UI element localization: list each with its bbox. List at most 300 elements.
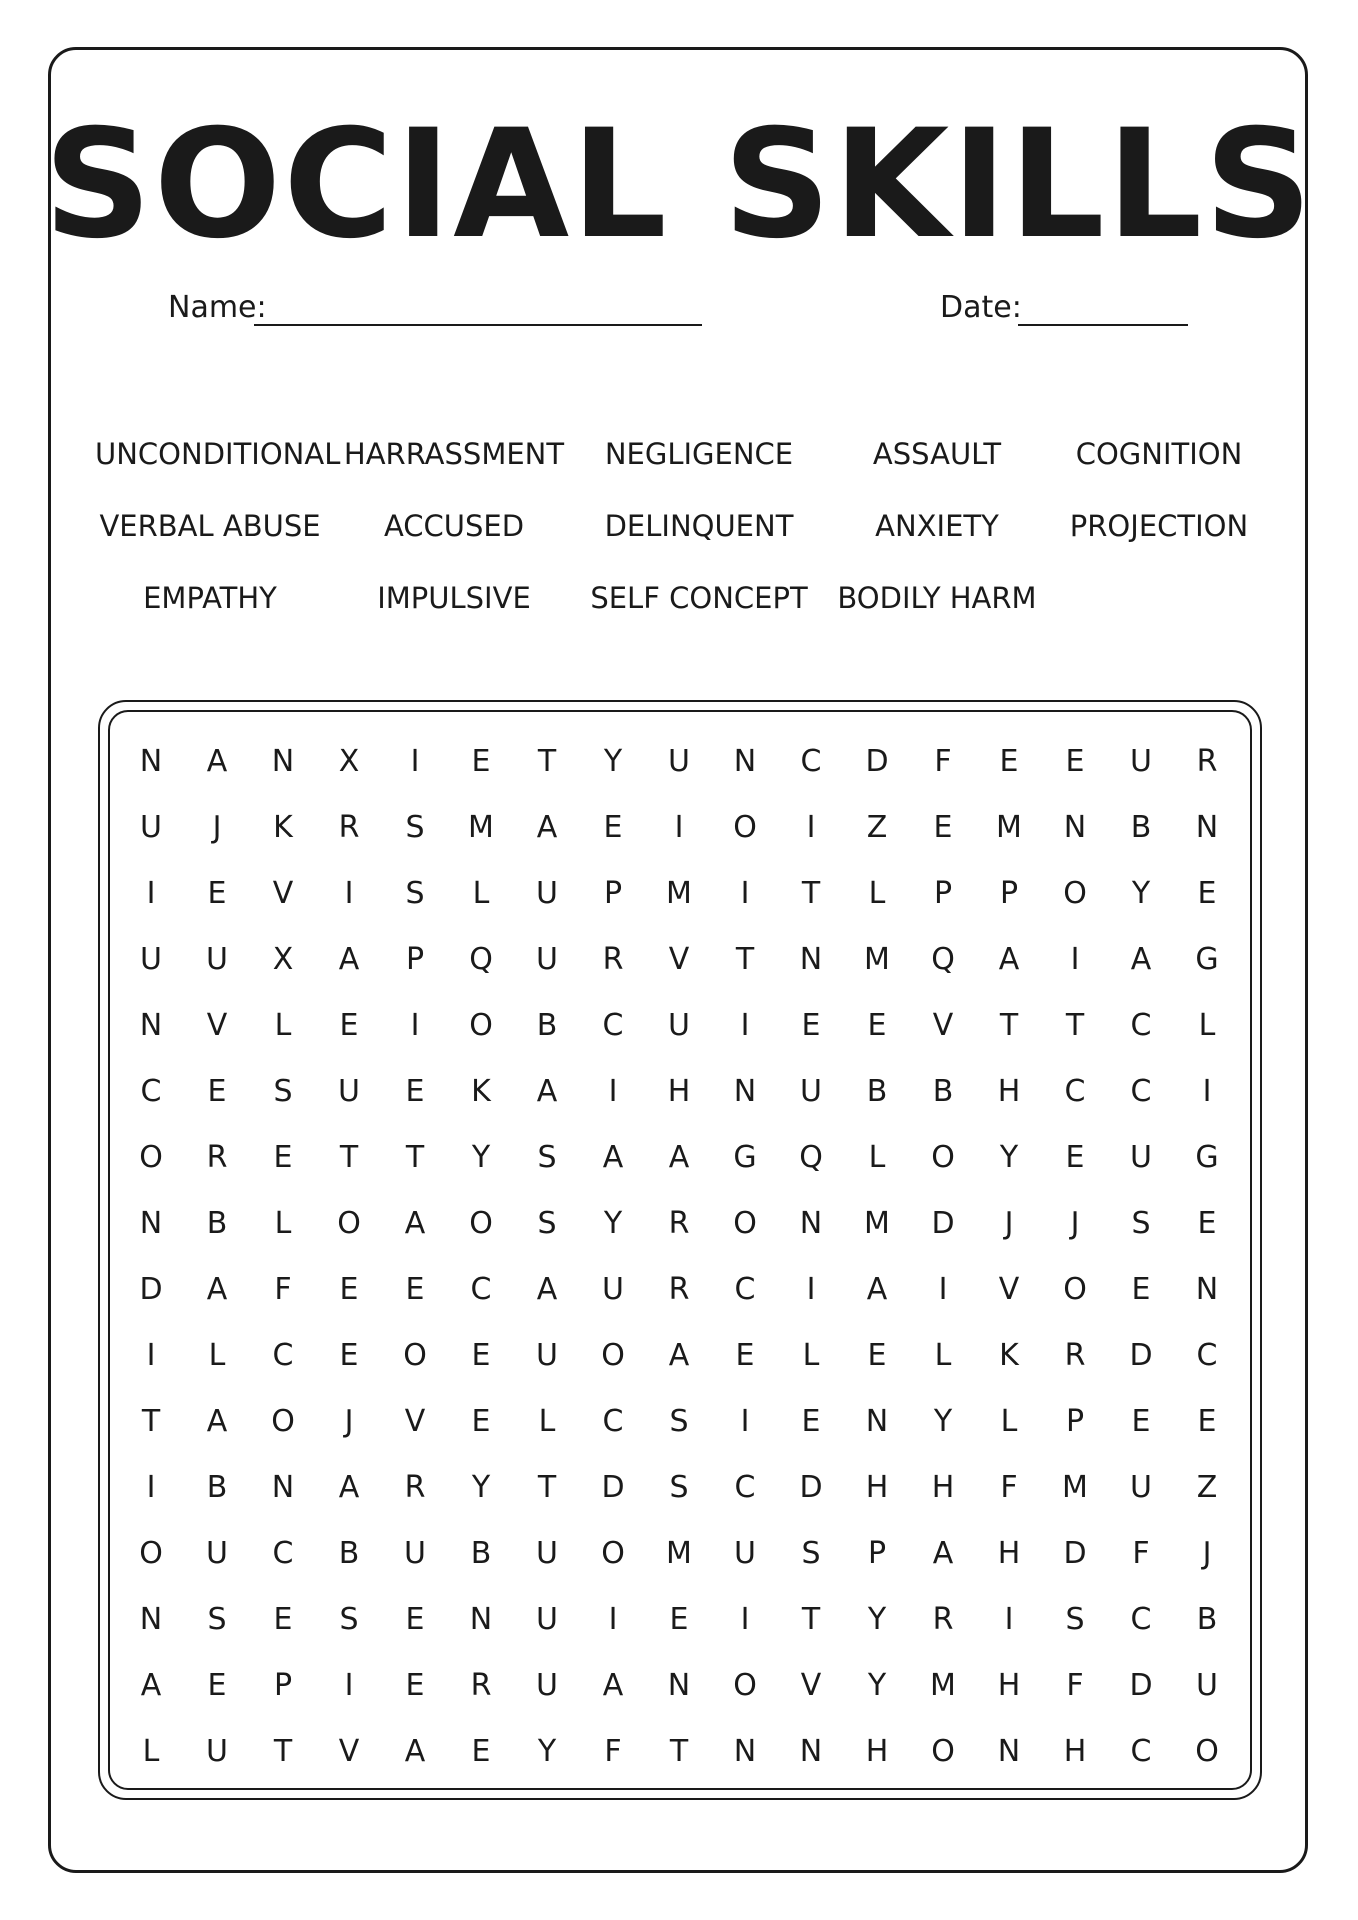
grid-letter[interactable]: N <box>799 941 823 977</box>
grid-letter[interactable]: E <box>405 1073 425 1109</box>
grid-letter[interactable]: C <box>470 1271 492 1307</box>
grid-letter[interactable]: C <box>1064 1073 1086 1109</box>
grid-letter[interactable]: E <box>1131 1271 1151 1307</box>
grid-letter[interactable]: N <box>139 743 163 779</box>
word-item: PROJECTION <box>1069 509 1249 543</box>
grid-letter[interactable]: O <box>271 1403 295 1439</box>
grid-letter[interactable]: C <box>272 1535 294 1571</box>
grid-letter[interactable]: L <box>274 1007 292 1043</box>
grid-letter[interactable]: S <box>1065 1601 1085 1637</box>
grid-letter[interactable]: Y <box>537 1733 557 1769</box>
word-bank-row <box>95 562 1265 634</box>
grid-letter[interactable]: P <box>603 875 623 911</box>
grid-letter[interactable]: C <box>1130 1733 1152 1769</box>
grid-letter[interactable]: T <box>735 941 755 977</box>
grid-letter[interactable]: I <box>740 875 750 911</box>
grid-letter[interactable]: U <box>536 1337 558 1373</box>
grid-letter[interactable]: A <box>668 1139 690 1175</box>
word-item: EMPATHY <box>143 581 277 615</box>
grid-letter[interactable]: I <box>1004 1601 1014 1637</box>
grid-letter[interactable]: D <box>601 1469 625 1505</box>
grid-letter[interactable]: V <box>932 1007 954 1043</box>
grid-letter[interactable]: I <box>674 809 684 845</box>
grid-letter[interactable]: U <box>206 1733 228 1769</box>
grid-letter[interactable]: P <box>867 1535 887 1571</box>
grid-letter[interactable]: J <box>212 809 222 845</box>
grid-letter[interactable]: S <box>537 1139 557 1175</box>
grid-letter[interactable]: L <box>868 875 886 911</box>
grid-letter[interactable]: Z <box>1196 1469 1218 1505</box>
grid-letter[interactable]: I <box>806 1271 816 1307</box>
grid-letter[interactable]: M <box>666 875 692 911</box>
grid-letter[interactable]: S <box>669 1403 689 1439</box>
grid-letter[interactable]: M <box>666 1535 692 1571</box>
grid-letter[interactable]: A <box>932 1535 954 1571</box>
grid-letter[interactable]: R <box>206 1139 228 1175</box>
grid-letter[interactable]: N <box>799 1733 823 1769</box>
grid-letter[interactable]: I <box>146 875 156 911</box>
grid-letter[interactable]: D <box>1129 1337 1153 1373</box>
grid-letter[interactable]: A <box>1130 941 1152 977</box>
grid-letter[interactable]: S <box>537 1205 557 1241</box>
word-item: DELINQUENT <box>604 509 794 543</box>
grid-letter[interactable]: I <box>146 1337 156 1373</box>
grid-letter[interactable]: E <box>405 1601 425 1637</box>
grid-letter[interactable]: S <box>669 1469 689 1505</box>
grid-letter[interactable]: L <box>1198 1007 1216 1043</box>
grid-letter[interactable]: O <box>733 1667 757 1703</box>
grid-letter[interactable]: E <box>339 1007 359 1043</box>
grid-letter[interactable]: P <box>405 941 425 977</box>
grid-letter[interactable]: L <box>868 1139 886 1175</box>
word-item: IMPULSIVE <box>377 581 531 615</box>
grid-letter[interactable]: E <box>339 1271 359 1307</box>
grid-letter[interactable]: B <box>470 1535 492 1571</box>
grid-letter[interactable]: A <box>338 1469 360 1505</box>
grid-letter[interactable]: P <box>933 875 953 911</box>
grid-letter[interactable]: M <box>468 809 494 845</box>
grid-letter[interactable]: V <box>272 875 294 911</box>
grid-letter[interactable]: V <box>668 941 690 977</box>
word-item: UNCONDITIONAL <box>95 437 341 471</box>
grid-letter[interactable]: E <box>273 1601 293 1637</box>
grid-letter[interactable]: I <box>146 1469 156 1505</box>
grid-letter[interactable]: S <box>405 875 425 911</box>
grid-letter[interactable]: T <box>141 1403 161 1439</box>
grid-letter[interactable]: U <box>1196 1667 1218 1703</box>
grid-letter[interactable]: E <box>471 1337 491 1373</box>
grid-letter[interactable]: D <box>865 743 889 779</box>
grid-letter[interactable]: C <box>734 1469 756 1505</box>
grid-letter[interactable]: U <box>668 743 690 779</box>
grid-letter[interactable]: S <box>273 1073 293 1109</box>
grid-letter[interactable]: E <box>471 1403 491 1439</box>
grid-letter[interactable]: E <box>405 1667 425 1703</box>
grid-letter[interactable]: Y <box>1131 875 1151 911</box>
grid-letter[interactable]: N <box>1063 809 1087 845</box>
grid-letter[interactable]: N <box>733 743 757 779</box>
grid-letter[interactable]: X <box>338 743 360 779</box>
grid-letter[interactable]: A <box>998 941 1020 977</box>
grid-letter[interactable]: U <box>602 1271 624 1307</box>
grid-letter[interactable]: C <box>734 1271 756 1307</box>
grid-letter[interactable]: F <box>604 1733 622 1769</box>
grid-letter[interactable]: U <box>338 1073 360 1109</box>
grid-letter[interactable]: I <box>740 1403 750 1439</box>
grid-letter[interactable]: S <box>405 809 425 845</box>
grid-letter[interactable]: B <box>1196 1601 1218 1637</box>
grid-letter[interactable]: A <box>602 1139 624 1175</box>
grid-row <box>118 1190 1240 1256</box>
grid-letter[interactable]: M <box>996 809 1022 845</box>
grid-letter[interactable]: E <box>273 1139 293 1175</box>
grid-letter[interactable]: A <box>536 1271 558 1307</box>
word-item: ASSAULT <box>872 437 1002 471</box>
grid-letter[interactable]: C <box>1130 1601 1152 1637</box>
grid-letter[interactable]: J <box>1202 1535 1212 1571</box>
grid-letter[interactable]: N <box>667 1667 691 1703</box>
grid-letter[interactable]: F <box>1132 1535 1150 1571</box>
grid-letter[interactable]: O <box>1195 1733 1219 1769</box>
grid-letter[interactable]: C <box>140 1073 162 1109</box>
grid-row <box>118 1058 1240 1124</box>
grid-letter[interactable]: X <box>272 941 294 977</box>
grid-letter[interactable]: Y <box>603 743 623 779</box>
grid-letter[interactable]: S <box>207 1601 227 1637</box>
grid-letter[interactable]: B <box>338 1535 360 1571</box>
grid-letter[interactable]: J <box>1004 1205 1014 1241</box>
grid-letter[interactable]: U <box>800 1073 822 1109</box>
grid-letter[interactable]: T <box>999 1007 1019 1043</box>
grid-letter[interactable]: G <box>1195 941 1219 977</box>
word-item: BODILY HARM <box>837 581 1037 615</box>
grid-letter[interactable]: O <box>469 1007 493 1043</box>
grid-letter[interactable]: B <box>1130 809 1152 845</box>
grid-letter[interactable]: K <box>471 1073 491 1109</box>
grid-letter[interactable]: Y <box>603 1205 623 1241</box>
grid-letter[interactable]: E <box>1131 1403 1151 1439</box>
grid-letter[interactable]: I <box>740 1601 750 1637</box>
grid-letter[interactable]: E <box>867 1337 887 1373</box>
grid-letter[interactable]: O <box>139 1535 163 1571</box>
grid-letter[interactable]: L <box>208 1337 226 1373</box>
grid-letter[interactable]: O <box>403 1337 427 1373</box>
grid-letter[interactable]: T <box>273 1733 293 1769</box>
grid-letter[interactable]: U <box>668 1007 690 1043</box>
grid-letter[interactable]: U <box>536 1601 558 1637</box>
grid-letter[interactable]: Z <box>866 809 888 845</box>
grid-letter[interactable]: U <box>734 1535 756 1571</box>
grid-letter[interactable]: I <box>608 1073 618 1109</box>
grid-letter[interactable]: C <box>602 1403 624 1439</box>
grid-letter[interactable]: S <box>801 1535 821 1571</box>
grid-letter[interactable]: E <box>801 1007 821 1043</box>
grid-letter[interactable]: E <box>669 1601 689 1637</box>
grid-letter[interactable]: U <box>140 809 162 845</box>
grid-letter[interactable]: I <box>740 1007 750 1043</box>
grid-letter[interactable]: E <box>999 743 1019 779</box>
grid-letter[interactable]: N <box>139 1205 163 1241</box>
grid-letter[interactable]: E <box>1197 1205 1217 1241</box>
grid-letter[interactable]: M <box>930 1667 956 1703</box>
grid-letter[interactable]: T <box>801 1601 821 1637</box>
grid-letter[interactable]: R <box>1064 1337 1086 1373</box>
grid-letter[interactable]: H <box>997 1667 1021 1703</box>
grid-letter[interactable]: A <box>668 1337 690 1373</box>
grid-letter[interactable]: L <box>274 1205 292 1241</box>
grid-letter[interactable]: S <box>1131 1205 1151 1241</box>
grid-letter[interactable]: A <box>338 941 360 977</box>
grid-letter[interactable]: D <box>931 1205 955 1241</box>
grid-letter[interactable]: E <box>471 1733 491 1769</box>
grid-letter[interactable]: P <box>999 875 1019 911</box>
grid-letter[interactable]: O <box>139 1139 163 1175</box>
grid-letter[interactable]: N <box>139 1601 163 1637</box>
grid-letter[interactable]: A <box>206 1271 228 1307</box>
grid-letter[interactable]: I <box>1202 1073 1212 1109</box>
grid-letter[interactable]: O <box>1063 875 1087 911</box>
grid-letter[interactable]: A <box>140 1667 162 1703</box>
grid-letter[interactable]: I <box>344 1667 354 1703</box>
grid-letter[interactable]: O <box>733 1205 757 1241</box>
grid-letter[interactable]: T <box>1065 1007 1085 1043</box>
grid-letter[interactable]: Q <box>799 1139 823 1175</box>
grid-letter[interactable]: F <box>274 1271 292 1307</box>
grid-letter[interactable]: D <box>1129 1667 1153 1703</box>
grid-letter[interactable]: O <box>733 809 757 845</box>
grid-letter[interactable]: D <box>139 1271 163 1307</box>
grid-letter[interactable]: V <box>206 1007 228 1043</box>
grid-letter[interactable]: A <box>404 1733 426 1769</box>
word-item: VERBAL ABUSE <box>99 509 321 543</box>
word-search-grid <box>118 728 1240 1784</box>
grid-letter[interactable]: T <box>669 1733 689 1769</box>
grid-letter[interactable]: L <box>538 1403 556 1439</box>
grid-letter[interactable]: N <box>1195 809 1219 845</box>
grid-letter[interactable]: C <box>1130 1007 1152 1043</box>
grid-letter[interactable]: L <box>142 1733 160 1769</box>
grid-letter[interactable]: R <box>932 1601 954 1637</box>
grid-letter[interactable]: Y <box>999 1139 1019 1175</box>
word-bank-row <box>95 418 1265 490</box>
name-field[interactable] <box>254 324 702 326</box>
grid-letter[interactable]: M <box>1062 1469 1088 1505</box>
grid-letter[interactable]: B <box>932 1073 954 1109</box>
grid-letter[interactable]: Y <box>471 1469 491 1505</box>
grid-letter[interactable]: E <box>207 1667 227 1703</box>
grid-letter[interactable]: F <box>1000 1469 1018 1505</box>
grid-letter[interactable]: M <box>864 941 890 977</box>
grid-letter[interactable]: E <box>339 1337 359 1373</box>
grid-letter[interactable]: I <box>410 1007 420 1043</box>
grid-letter[interactable]: A <box>866 1271 888 1307</box>
grid-letter[interactable]: G <box>733 1139 757 1175</box>
page-title: SOCIAL SKILLS <box>43 98 1315 272</box>
grid-letter[interactable]: N <box>469 1601 493 1637</box>
date-field[interactable] <box>1018 324 1188 326</box>
grid-letter[interactable]: N <box>139 1007 163 1043</box>
grid-letter[interactable]: E <box>603 809 623 845</box>
grid-letter[interactable]: K <box>273 809 293 845</box>
grid-letter[interactable]: B <box>206 1205 228 1241</box>
word-bank <box>95 418 1265 634</box>
grid-letter[interactable]: E <box>933 809 953 845</box>
grid-letter[interactable]: H <box>865 1469 889 1505</box>
grid-letter[interactable]: E <box>1197 875 1217 911</box>
grid-letter[interactable]: C <box>1196 1337 1218 1373</box>
grid-letter[interactable]: R <box>1196 743 1218 779</box>
grid-letter[interactable]: G <box>1195 1139 1219 1175</box>
grid-letter[interactable]: U <box>1130 1139 1152 1175</box>
grid-letter[interactable]: O <box>337 1205 361 1241</box>
grid-letter[interactable]: N <box>1195 1271 1219 1307</box>
grid-letter[interactable]: F <box>1066 1667 1084 1703</box>
grid-row <box>118 1388 1240 1454</box>
grid-letter[interactable]: U <box>206 1535 228 1571</box>
grid-letter[interactable]: O <box>931 1733 955 1769</box>
grid-letter[interactable]: U <box>140 941 162 977</box>
grid-letter[interactable]: T <box>405 1139 425 1175</box>
grid-letter[interactable]: H <box>1063 1733 1087 1769</box>
grid-letter[interactable]: U <box>1130 1469 1152 1505</box>
grid-letter[interactable]: E <box>867 1007 887 1043</box>
grid-letter[interactable]: Y <box>867 1667 887 1703</box>
grid-row <box>118 1454 1240 1520</box>
grid-letter[interactable]: N <box>997 1733 1021 1769</box>
grid-letter[interactable]: I <box>938 1271 948 1307</box>
grid-letter[interactable]: H <box>931 1469 955 1505</box>
grid-letter[interactable]: O <box>469 1205 493 1241</box>
date-label: Date: <box>940 290 1022 325</box>
word-bank-row <box>95 490 1265 562</box>
grid-row <box>118 1718 1240 1784</box>
grid-letter[interactable]: L <box>934 1337 952 1373</box>
grid-letter[interactable]: A <box>602 1667 624 1703</box>
grid-letter[interactable]: E <box>1197 1403 1217 1439</box>
grid-letter[interactable]: V <box>404 1403 426 1439</box>
grid-letter[interactable]: E <box>207 875 227 911</box>
grid-row <box>118 1652 1240 1718</box>
grid-letter[interactable]: I <box>1070 941 1080 977</box>
grid-letter[interactable]: R <box>470 1667 492 1703</box>
grid-letter[interactable]: E <box>1065 1139 1085 1175</box>
grid-letter[interactable]: U <box>536 941 558 977</box>
grid-letter[interactable]: J <box>344 1403 354 1439</box>
grid-letter[interactable]: T <box>339 1139 359 1175</box>
grid-letter[interactable]: Q <box>931 941 955 977</box>
grid-letter[interactable]: B <box>536 1007 558 1043</box>
grid-letter[interactable]: N <box>271 743 295 779</box>
grid-letter[interactable]: R <box>668 1271 690 1307</box>
grid-letter[interactable]: U <box>536 875 558 911</box>
grid-letter[interactable]: N <box>733 1733 757 1769</box>
grid-row <box>118 1586 1240 1652</box>
grid-letter[interactable]: V <box>998 1271 1020 1307</box>
grid-letter[interactable]: E <box>405 1271 425 1307</box>
grid-letter[interactable]: H <box>667 1073 691 1109</box>
grid-letter[interactable]: P <box>1065 1403 1085 1439</box>
grid-letter[interactable]: V <box>800 1667 822 1703</box>
grid-letter[interactable]: O <box>1063 1271 1087 1307</box>
grid-letter[interactable]: D <box>1063 1535 1087 1571</box>
grid-letter[interactable]: O <box>601 1337 625 1373</box>
grid-letter[interactable]: A <box>206 743 228 779</box>
grid-letter[interactable]: A <box>536 1073 558 1109</box>
grid-letter[interactable]: U <box>536 1535 558 1571</box>
grid-row <box>118 860 1240 926</box>
grid-letter[interactable]: O <box>931 1139 955 1175</box>
grid-letter[interactable]: R <box>668 1205 690 1241</box>
grid-letter[interactable]: Q <box>469 941 493 977</box>
grid-letter[interactable]: N <box>865 1403 889 1439</box>
grid-letter[interactable]: L <box>472 875 490 911</box>
grid-letter[interactable]: I <box>344 875 354 911</box>
grid-letter[interactable]: R <box>404 1469 426 1505</box>
grid-letter[interactable]: A <box>206 1403 228 1439</box>
grid-letter[interactable]: N <box>733 1073 757 1109</box>
grid-letter[interactable]: R <box>602 941 624 977</box>
grid-letter[interactable]: T <box>801 875 821 911</box>
grid-letter[interactable]: J <box>1070 1205 1080 1241</box>
grid-letter[interactable]: C <box>272 1337 294 1373</box>
grid-letter[interactable]: U <box>404 1535 426 1571</box>
grid-letter[interactable]: E <box>801 1403 821 1439</box>
grid-letter[interactable]: H <box>997 1073 1021 1109</box>
grid-letter[interactable]: I <box>806 809 816 845</box>
grid-letter[interactable]: Y <box>867 1601 887 1637</box>
grid-letter[interactable]: E <box>207 1073 227 1109</box>
grid-letter[interactable]: D <box>799 1469 823 1505</box>
grid-letter[interactable]: P <box>273 1667 293 1703</box>
grid-letter[interactable]: C <box>800 743 822 779</box>
grid-letter[interactable]: K <box>999 1337 1019 1373</box>
grid-letter[interactable]: E <box>735 1337 755 1373</box>
grid-letter[interactable]: A <box>536 809 558 845</box>
grid-letter[interactable]: Y <box>933 1403 953 1439</box>
grid-letter[interactable]: E <box>1065 743 1085 779</box>
grid-letter[interactable]: R <box>338 809 360 845</box>
grid-letter[interactable]: C <box>602 1007 624 1043</box>
word-item: ACCUSED <box>383 509 525 543</box>
grid-letter[interactable]: E <box>471 743 491 779</box>
grid-letter[interactable]: S <box>339 1601 359 1637</box>
grid-letter[interactable]: C <box>1130 1073 1152 1109</box>
grid-row <box>118 992 1240 1058</box>
word-item: COGNITION <box>1075 437 1243 471</box>
grid-letter[interactable]: Y <box>471 1139 491 1175</box>
grid-letter[interactable]: T <box>537 743 557 779</box>
grid-letter[interactable]: H <box>865 1733 889 1769</box>
grid-letter[interactable]: T <box>537 1469 557 1505</box>
grid-letter[interactable]: A <box>404 1205 426 1241</box>
grid-letter[interactable]: I <box>608 1601 618 1637</box>
grid-letter[interactable]: H <box>997 1535 1021 1571</box>
grid-letter[interactable]: B <box>866 1073 888 1109</box>
grid-letter[interactable]: U <box>1130 743 1152 779</box>
grid-letter[interactable]: L <box>1000 1403 1018 1439</box>
grid-letter[interactable]: U <box>206 941 228 977</box>
grid-letter[interactable]: V <box>338 1733 360 1769</box>
grid-letter[interactable]: N <box>271 1469 295 1505</box>
grid-letter[interactable]: O <box>601 1535 625 1571</box>
grid-letter[interactable]: L <box>802 1337 820 1373</box>
grid-letter[interactable]: U <box>536 1667 558 1703</box>
grid-letter[interactable]: I <box>410 743 420 779</box>
grid-letter[interactable]: N <box>799 1205 823 1241</box>
grid-letter[interactable]: F <box>934 743 952 779</box>
grid-letter[interactable]: B <box>206 1469 228 1505</box>
grid-letter[interactable]: M <box>864 1205 890 1241</box>
